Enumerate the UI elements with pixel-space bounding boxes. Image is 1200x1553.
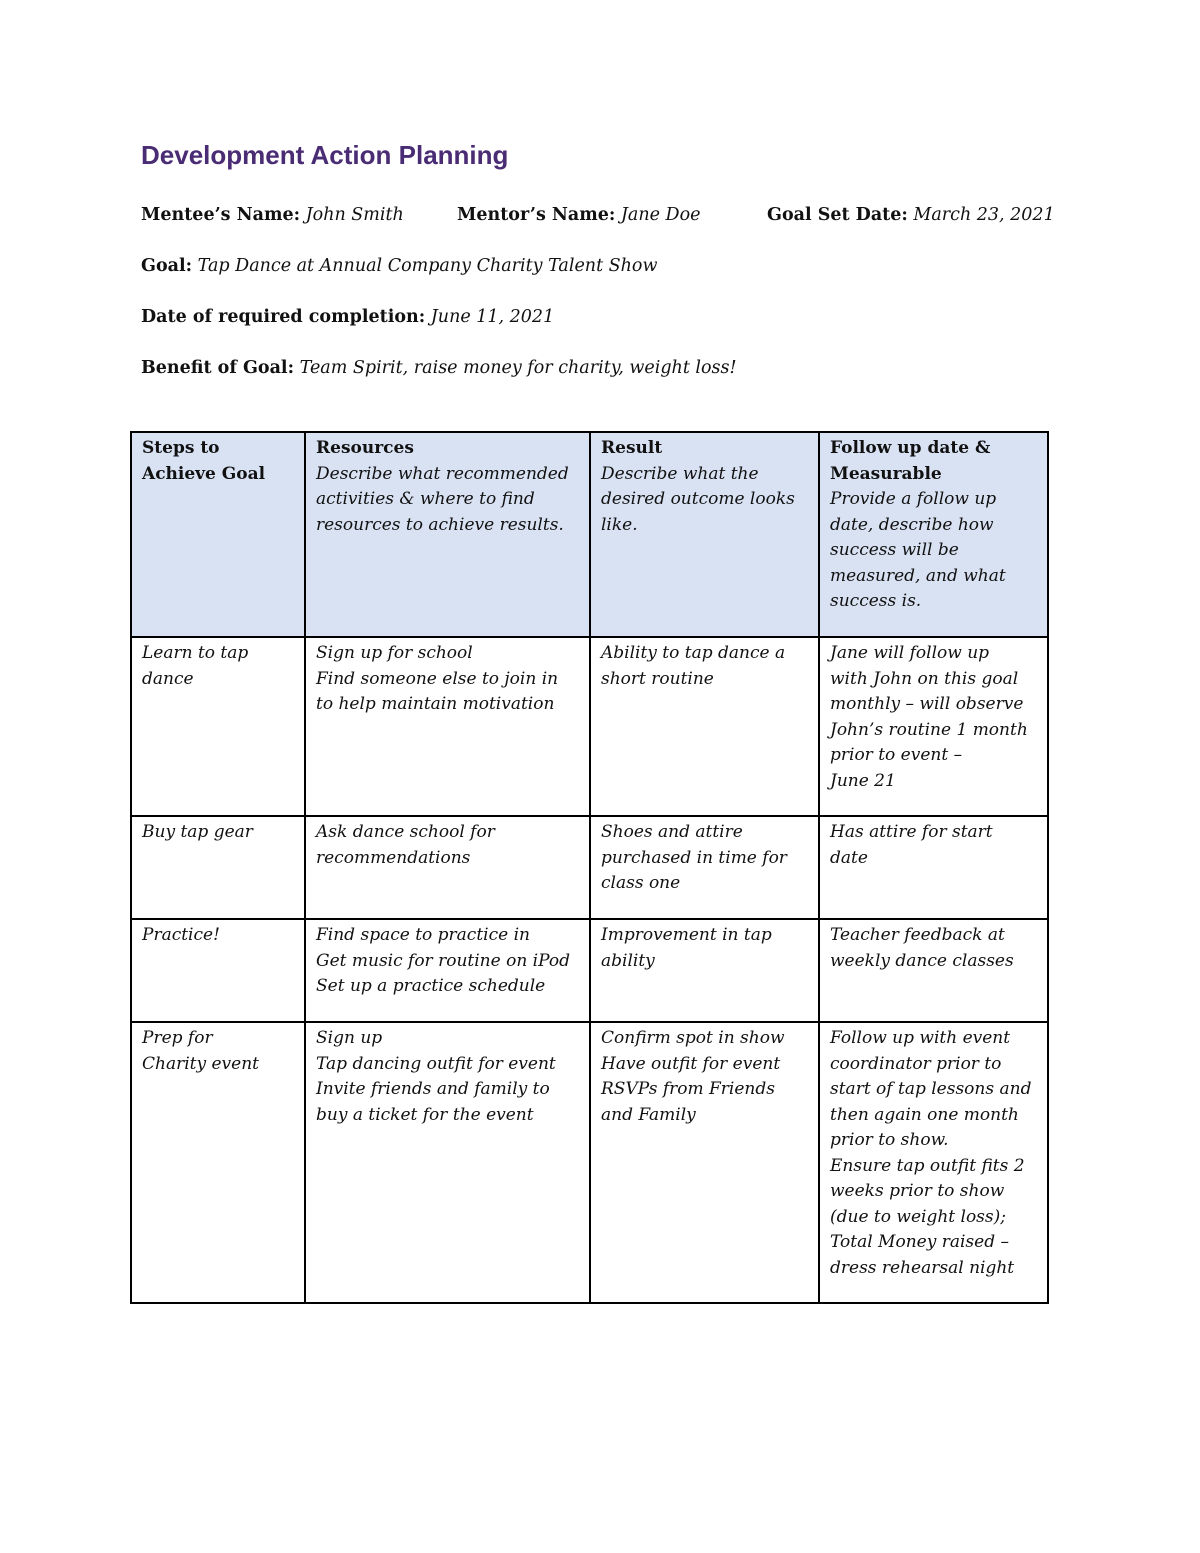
cell-text-line: Shoes and attire [601,822,743,842]
mentor-name-field [457,205,700,225]
header-description-line: activities & where to find [316,489,535,509]
cell-text-line: dance [142,668,194,689]
table-row [131,919,1048,1022]
header-cell-steps [131,432,305,637]
cell-text-line: date [830,847,868,868]
cell-text-line: Sign up [316,1028,383,1048]
cell-text-line: short routine [601,668,714,689]
cell-text-line: buy a ticket for the event [316,1104,534,1125]
table-cell-follow-up [819,919,1048,1022]
mentee-name-field [141,205,404,225]
table-cell-steps [131,919,305,1022]
completion-date-label: Date of required completion: [141,307,426,327]
cell-text-line: Ability to tap dance a [601,643,786,663]
benefit-label: Benefit of Goal: [141,358,295,378]
table-cell-steps [131,816,305,919]
completion-date-value: June 11, 2021 [430,307,555,327]
cell-text-line: and Family [601,1104,696,1125]
cell-text-line: Ask dance school for [316,822,495,842]
cell-text-line: Follow up with event [830,1028,1011,1048]
header-description-line: like. [601,514,638,535]
table-cell-result [590,637,819,816]
header-cell-resources [305,432,590,637]
page-title: Development Action Planning [141,140,509,170]
mentee-name-value: John Smith [305,205,404,225]
header-description-line: success is. [830,591,922,611]
cell-text-line: June 21 [830,770,896,791]
action-plan-table [130,431,1049,1304]
table-row [131,1022,1048,1303]
header-description-line: success will be [830,540,959,560]
cell-text-line: Find someone else to join in [316,668,559,689]
cell-text-line: recommendations [316,847,471,868]
cell-text-line: Has attire for start [830,822,993,842]
table-cell-steps [131,1022,305,1303]
cell-text-line: class one [601,873,681,893]
cell-text-line: prior to show. [830,1130,949,1150]
cell-text-line: Tap dancing outfit for event [316,1053,556,1074]
goal-value: Tap Dance at Annual Company Charity Talent Show [197,256,658,276]
mentor-name-value: Jane Doe [620,205,701,225]
mentee-name-label: Mentee’s Name: [141,205,301,225]
cell-text-line: Set up a practice schedule [316,976,546,996]
cell-text-line: Teacher feedback at [830,925,1005,945]
table-cell-result [590,1022,819,1303]
table-row [131,637,1048,816]
header-title-line: Measurable [830,463,942,484]
cell-text-line: Confirm spot in show [601,1028,785,1048]
cell-text-line: Learn to tap [142,643,249,663]
cell-text-line: Prep for [142,1028,213,1048]
header-description-line: resources to achieve results. [316,514,564,535]
table-cell-resources [305,1022,590,1303]
table-row [131,816,1048,919]
benefit-field [141,358,737,378]
goal-set-date-field [767,205,1055,225]
header-title-line: Result [601,438,663,458]
cell-text-line: Total Money raised – [830,1232,1009,1252]
cell-text-line: Ensure tap outfit fits 2 [830,1155,1025,1176]
table-cell-follow-up [819,1022,1048,1303]
header-description-line: Describe what recommended [316,463,569,484]
header-title-line: Follow up date & [830,438,991,458]
cell-text-line: (due to weight loss); [830,1206,1006,1227]
cell-text-line: Charity event [142,1053,259,1074]
header-title-line: Resources [316,438,414,458]
cell-text-line: prior to event – [830,745,963,765]
header-description-line: Provide a follow up [830,489,997,509]
cell-text-line: coordinator prior to [830,1053,1002,1074]
header-cell-result [590,432,819,637]
table-body [131,637,1048,1303]
cell-text-line: start of tap lessons and [830,1079,1032,1099]
table-cell-follow-up [819,637,1048,816]
table-cell-follow-up [819,816,1048,919]
cell-text-line: Get music for routine on iPod [316,950,570,971]
cell-text-line: purchased in time for [601,847,787,868]
header-description-line: desired outcome looks [601,489,795,509]
goal-label: Goal: [141,256,193,276]
header-description-line: measured, and what [830,565,1006,586]
goal-set-date-label: Goal Set Date: [767,205,908,225]
cell-text-line: Have outfit for event [601,1053,781,1074]
table-cell-resources [305,816,590,919]
header-description-line: date, describe how [830,514,994,535]
cell-text-line: RSVPs from Friends [601,1079,775,1099]
cell-text-line: Practice! [142,925,220,945]
header-cell-follow-up [819,432,1048,637]
cell-text-line: monthly – will observe [830,694,1024,714]
cell-text-line: Invite friends and family to [316,1079,550,1099]
cell-text-line: Improvement in tap [601,925,772,945]
mentor-name-label: Mentor’s Name: [457,205,616,225]
table-cell-resources [305,919,590,1022]
cell-text-line: with John on this goal [830,668,1019,689]
cell-text-line: Buy tap gear [142,822,253,842]
table-header-row [131,432,1048,637]
header-description-line: Describe what the [601,463,759,484]
table-cell-steps [131,637,305,816]
cell-text-line: John’s routine 1 month [830,719,1028,740]
cell-text-line: then again one month [830,1104,1019,1125]
goal-set-date-value: March 23, 2021 [913,205,1055,225]
cell-text-line: dress rehearsal night [830,1257,1015,1278]
cell-text-line: Find space to practice in [316,925,530,945]
cell-text-line: Sign up for school [316,643,473,663]
cell-text-line: weeks prior to show [830,1181,1005,1201]
completion-date-field [141,307,554,327]
header-title-line: Achieve Goal [142,463,266,484]
cell-text-line: to help maintain motivation [316,694,555,714]
cell-text-line: weekly dance classes [830,950,1014,971]
goal-field [141,256,657,276]
table-cell-resources [305,637,590,816]
cell-text-line: ability [601,950,655,971]
table-cell-result [590,816,819,919]
cell-text-line: Jane will follow up [830,643,990,663]
header-title-line: Steps to [142,438,220,458]
table-cell-result [590,919,819,1022]
benefit-value: Team Spirit, raise money for charity, weight loss! [299,358,737,378]
